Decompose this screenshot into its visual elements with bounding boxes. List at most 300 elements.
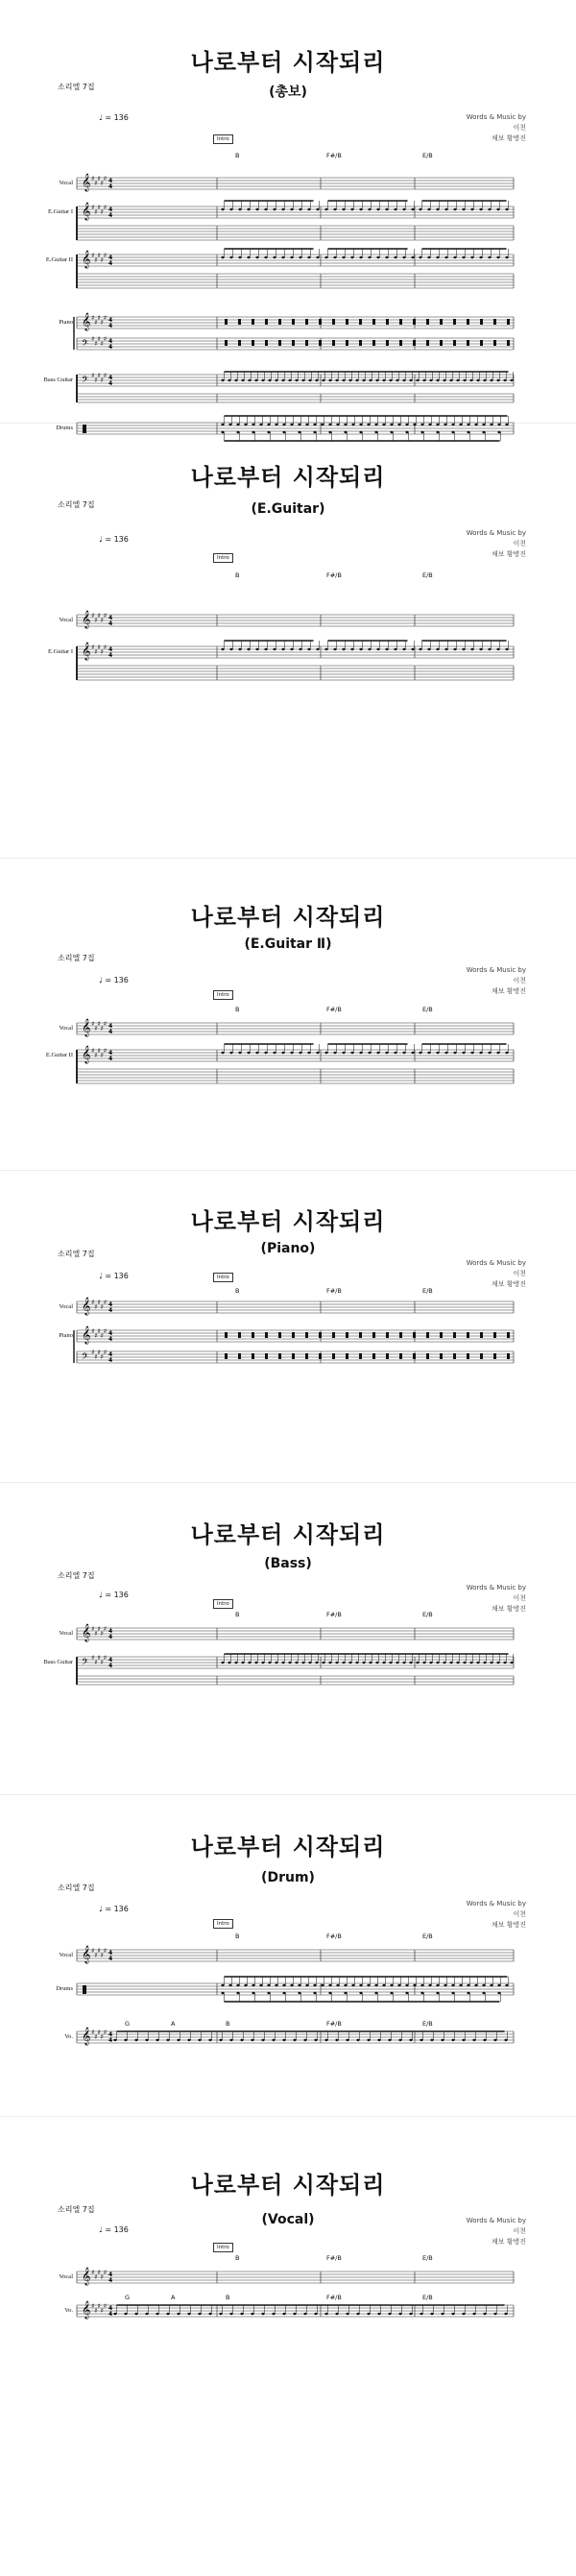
sharp-sign: ♯ [94, 1332, 98, 1340]
chord-notes [359, 340, 362, 346]
note-head [505, 1052, 508, 1054]
note-head [402, 1052, 405, 1054]
note-head [413, 1984, 416, 1986]
note-head [504, 2039, 507, 2041]
note-head [298, 1992, 300, 1994]
note-head [247, 208, 250, 210]
sharp-sign: ♯ [103, 314, 108, 322]
instrument-label: Vocal [59, 617, 73, 623]
sharp-sign: ♯ [100, 1025, 104, 1033]
note-head [264, 1052, 267, 1054]
note-head [503, 379, 506, 381]
note-head [469, 1662, 472, 1664]
note-head [496, 379, 499, 381]
note-head [342, 256, 345, 258]
sharp-sign: ♯ [97, 372, 101, 379]
part-subtitle: (Piano) [260, 1241, 316, 1256]
note-head [453, 208, 456, 210]
note-head [436, 424, 439, 425]
note-head [293, 2039, 296, 2041]
treble-clef: 𝄞 [82, 2300, 91, 2319]
note-head [427, 208, 430, 210]
note-head [467, 431, 469, 433]
note-head [376, 648, 379, 650]
instrument-label: Drums [56, 1985, 73, 1992]
note-head [369, 1662, 372, 1664]
staff-systems [0, 0, 576, 423]
credit-line2: 이천 [513, 540, 526, 547]
sharp-sign: ♯ [100, 1332, 104, 1340]
note-head [113, 2313, 116, 2315]
chord-notes [265, 319, 268, 325]
note-head [313, 1992, 316, 1994]
credit-line2: 이천 [513, 2227, 526, 2235]
chord-notes [265, 1332, 268, 1338]
sharp-sign: ♯ [97, 1020, 101, 1028]
note-head [359, 208, 362, 210]
instrument-label: E.Guitar II [45, 1052, 73, 1058]
chord-notes [346, 1332, 348, 1338]
time-signature: 4 [108, 1330, 113, 1337]
note-head [459, 1984, 462, 1986]
note-head [490, 379, 492, 381]
instrument-label: Piano [59, 319, 73, 326]
credit-line1: Words & Music by [466, 2217, 526, 2224]
treble-clef: 𝄞 [82, 1623, 91, 1641]
chord-symbol: F#/B [326, 1006, 342, 1013]
part-subtitle: (Bass) [264, 1556, 312, 1571]
note-head [462, 256, 465, 258]
time-signature: 4 [108, 1307, 113, 1314]
note-head [462, 2313, 465, 2315]
note-head [385, 1052, 388, 1054]
note-head [390, 1992, 393, 1994]
sharp-sign: ♯ [100, 340, 104, 348]
note-head [254, 379, 257, 381]
note-head [444, 208, 447, 210]
note-head [228, 379, 230, 381]
note-head [376, 208, 379, 210]
note-head [314, 2039, 317, 2041]
chord-symbol: F#/B [326, 1287, 342, 1295]
note-head [301, 1662, 304, 1664]
note-head [316, 208, 319, 210]
note-head [430, 2039, 433, 2041]
chord-symbol: B [235, 1006, 240, 1013]
note-head [238, 1052, 241, 1054]
note-head [282, 431, 285, 433]
bass-clef: 𝄢 [82, 375, 89, 387]
chord-symbol: E/B [422, 1932, 433, 1940]
note-head [113, 2039, 116, 2041]
note-head [316, 256, 319, 258]
rehearsal-mark: Intro [213, 990, 233, 1000]
note-head [298, 1984, 300, 1986]
time-signature: 4 [108, 646, 113, 653]
sharp-sign: ♯ [91, 175, 95, 182]
time-signature: 4 [108, 1950, 113, 1956]
note-head [388, 2313, 391, 2315]
note-head [376, 256, 379, 258]
note-head [488, 208, 491, 210]
note-head [505, 208, 508, 210]
note-head [305, 1984, 308, 1986]
sharp-sign: ♯ [91, 2302, 95, 2310]
credit-line1: Words & Music by [466, 966, 526, 974]
chord-notes [319, 319, 322, 325]
note-head [273, 208, 276, 210]
note-head [470, 648, 473, 650]
note-head [281, 1662, 284, 1664]
note-head [324, 648, 327, 650]
note-head [367, 2039, 370, 2041]
note-head [236, 431, 239, 433]
note-head [405, 1984, 408, 1986]
credit-line2: 이천 [513, 1594, 526, 1602]
note-head [324, 2039, 327, 2041]
chord-notes [278, 340, 281, 346]
note-head [344, 1992, 347, 1994]
note-head [281, 1052, 284, 1054]
song-title: 나로부터 시작되리 [190, 1208, 386, 1235]
tempo-value: = 136 [105, 976, 129, 984]
note-head [219, 2039, 222, 2041]
note-head [255, 1052, 258, 1054]
chord-notes [305, 1332, 308, 1338]
sharp-sign: ♯ [94, 2273, 98, 2281]
note-head [187, 2313, 190, 2315]
chord-notes [493, 1353, 496, 1359]
note-head [416, 1662, 419, 1664]
sharp-sign: ♯ [91, 314, 95, 322]
sharp-sign: ♯ [94, 340, 98, 348]
treble-clef: 𝄞 [82, 610, 91, 628]
sharp-sign: ♯ [91, 1654, 95, 1662]
note-head [479, 1052, 482, 1054]
note-head [389, 379, 392, 381]
sharp-sign: ♯ [94, 617, 98, 624]
note-head [282, 424, 285, 425]
chord-notes [252, 319, 254, 325]
note-head [221, 424, 224, 425]
time-signature: 4 [108, 620, 113, 627]
note-head [493, 2313, 496, 2315]
note-head [382, 1984, 385, 1986]
note-head [451, 2039, 454, 2041]
chord-notes [319, 1332, 322, 1338]
chord-notes [238, 340, 241, 346]
note-head [356, 2039, 359, 2041]
chord-notes [453, 1332, 456, 1338]
note-head [346, 2039, 348, 2041]
time-signature: 4 [108, 1336, 113, 1343]
chord-notes [413, 319, 416, 325]
note-head [496, 208, 499, 210]
chord-symbol: E/B [422, 2020, 433, 2028]
chord-notes [346, 340, 348, 346]
sharp-sign: ♯ [97, 2269, 101, 2276]
note-head [359, 1052, 362, 1054]
chord-notes [225, 1332, 228, 1338]
note-head [299, 208, 301, 210]
note-head [124, 2313, 127, 2315]
chord-notes [225, 319, 228, 325]
note-head [234, 379, 237, 381]
credit-line3: 채보 황병진 [491, 987, 526, 995]
sharp-sign: ♯ [91, 1625, 95, 1633]
note-head [324, 1052, 327, 1054]
chord-notes [480, 1332, 483, 1338]
chord-notes [440, 319, 443, 325]
time-signature: 4 [108, 1351, 113, 1358]
chord-notes [305, 340, 308, 346]
note-head [350, 208, 353, 210]
chord-notes [346, 1353, 348, 1359]
time-signature: 4 [108, 2305, 113, 2312]
sharp-sign: ♯ [97, 1299, 101, 1306]
note-head [419, 1052, 421, 1054]
note-head [275, 379, 277, 381]
score-page [0, 0, 576, 431]
note-head [355, 1662, 358, 1664]
sharp-sign: ♯ [100, 1303, 104, 1311]
chord-notes [507, 319, 510, 325]
chord-notes [278, 1353, 281, 1359]
chord-notes [467, 1332, 469, 1338]
sharp-sign: ♯ [97, 644, 101, 651]
bass-clef: 𝄢 [82, 1351, 89, 1364]
note-head [436, 1662, 439, 1664]
note-head [505, 256, 508, 258]
note-head [290, 1052, 293, 1054]
note-head [348, 379, 351, 381]
album-label: 소리엘 7집 [58, 1571, 95, 1580]
chord-notes [319, 1353, 322, 1359]
treble-clef: 𝄞 [82, 250, 91, 268]
note-head [134, 2039, 137, 2041]
score-page [0, 2127, 576, 2550]
note-head [396, 1662, 398, 1664]
note-head [402, 648, 405, 650]
note-head [444, 256, 447, 258]
note-head [420, 2039, 422, 2041]
note-head [324, 208, 327, 210]
sharp-sign: ♯ [94, 1630, 98, 1638]
note-head [221, 1052, 224, 1054]
chord-symbol: E/B [422, 1287, 433, 1295]
instrument-label: Vocal [59, 180, 73, 186]
chord-symbol: F#/B [326, 1611, 342, 1618]
note-head [497, 424, 500, 425]
note-head [166, 2313, 169, 2315]
credit-line3: 채보 황병진 [491, 1921, 526, 1929]
sharp-sign: ♯ [103, 2269, 108, 2276]
note-head [449, 379, 452, 381]
chord-notes [332, 1353, 335, 1359]
note-head [241, 379, 244, 381]
note-head [282, 1984, 285, 1986]
chord-symbol: B [235, 1287, 240, 1295]
quarter-note-icon: ♩ [99, 1905, 103, 1913]
note-head [367, 424, 370, 425]
sharp-sign: ♯ [100, 1630, 104, 1638]
percussion-clef [83, 1985, 86, 1994]
note-head [307, 648, 310, 650]
treble-clef: 𝄞 [82, 202, 91, 220]
chord-notes [359, 1353, 362, 1359]
note-head [348, 1662, 351, 1664]
note-head [267, 1992, 270, 1994]
rehearsal-mark: Intro [213, 134, 233, 144]
note-head [299, 1052, 301, 1054]
note-head [244, 424, 247, 425]
note-head [420, 2313, 422, 2315]
note-head [261, 2039, 264, 2041]
note-head [295, 379, 298, 381]
note-head [382, 1662, 385, 1664]
instrument-label: Bass Guitar [43, 377, 73, 383]
note-head [350, 1052, 353, 1054]
note-head [493, 2039, 496, 2041]
note-head [430, 2313, 433, 2315]
note-head [463, 379, 466, 381]
chord-notes [305, 1353, 308, 1359]
sharp-sign: ♯ [97, 335, 101, 343]
instrument-label: E.Guitar I [48, 648, 73, 655]
sharp-sign: ♯ [94, 2033, 98, 2041]
time-signature: 4 [108, 255, 113, 261]
chord-symbol: E/B [422, 2254, 433, 2262]
sharp-sign: ♯ [91, 2029, 95, 2036]
note-head [342, 1662, 345, 1664]
note-head [324, 256, 327, 258]
note-head [470, 1052, 473, 1054]
note-head [324, 2313, 327, 2315]
sharp-sign: ♯ [103, 1327, 108, 1335]
sharp-sign: ♯ [97, 1047, 101, 1055]
note-head [496, 648, 499, 650]
note-head [479, 648, 482, 650]
note-head [316, 1052, 319, 1054]
part-subtitle: (E.Guitar) [251, 501, 325, 517]
sharp-sign: ♯ [100, 1952, 104, 1959]
credit-line2: 이천 [513, 1270, 526, 1277]
note-head [453, 648, 456, 650]
time-signature: 4 [108, 1357, 113, 1364]
note-head [428, 1984, 431, 1986]
sharp-sign: ♯ [103, 335, 108, 343]
chord-notes [372, 1353, 375, 1359]
chord-notes [467, 1353, 469, 1359]
quarter-note-icon: ♩ [99, 535, 103, 544]
treble-clef: 𝄞 [82, 1045, 91, 1063]
note-head [497, 1984, 500, 1986]
note-head [335, 379, 338, 381]
chord-notes [225, 340, 228, 346]
sharp-sign: ♯ [97, 252, 101, 259]
note-head [333, 208, 336, 210]
rehearsal-mark: Intro [213, 1599, 233, 1609]
note-head [456, 379, 459, 381]
chord-notes [426, 319, 429, 325]
chord-notes [372, 319, 375, 325]
sharp-sign: ♯ [100, 377, 104, 384]
note-head [236, 424, 239, 425]
time-signature: 4 [108, 1628, 113, 1635]
note-head [229, 2039, 232, 2041]
note-head [483, 2313, 486, 2315]
note-head [427, 648, 430, 650]
sharp-sign: ♯ [94, 180, 98, 187]
chord-notes [507, 1353, 510, 1359]
note-head [496, 1662, 499, 1664]
note-head [333, 1052, 336, 1054]
note-head [441, 2313, 444, 2315]
note-head [259, 1984, 262, 1986]
note-head [221, 1992, 224, 1994]
note-head [396, 379, 398, 381]
note-head [333, 648, 336, 650]
sharp-sign: ♯ [91, 1299, 95, 1306]
sharp-sign: ♯ [100, 208, 104, 216]
chord-notes [372, 340, 375, 346]
note-head [281, 256, 284, 258]
note-head [134, 2313, 137, 2315]
note-head [221, 379, 224, 381]
note-head [264, 648, 267, 650]
chord-notes [386, 1332, 389, 1338]
sharp-sign: ♯ [100, 2273, 104, 2281]
note-head [463, 1662, 466, 1664]
chord-notes [399, 340, 402, 346]
note-head [335, 2039, 338, 2041]
part-subtitle: (E.Guitar Ⅱ) [244, 936, 332, 952]
note-head [261, 2313, 264, 2315]
sharp-sign: ♯ [94, 377, 98, 384]
note-head [451, 1984, 454, 1986]
chord-notes [359, 1332, 362, 1338]
chord-symbol: B [226, 2294, 230, 2301]
note-head [308, 379, 311, 381]
bass-clef: 𝄢 [82, 338, 89, 351]
note-head [251, 2313, 253, 2315]
quarter-note-icon: ♩ [99, 1591, 103, 1599]
note-head [367, 2313, 370, 2315]
song-title: 나로부터 시작되리 [190, 904, 386, 931]
note-head [388, 2039, 391, 2041]
chord-symbol: E/B [422, 1611, 433, 1618]
chord-notes [440, 340, 443, 346]
credit-line1: Words & Music by [466, 113, 526, 121]
note-head [497, 431, 500, 433]
note-head [299, 648, 301, 650]
chord-notes [332, 319, 335, 325]
note-head [299, 256, 301, 258]
sharp-sign: ♯ [103, 612, 108, 620]
note-head [350, 648, 353, 650]
chord-notes [467, 340, 469, 346]
note-head [328, 424, 331, 425]
note-head [145, 2313, 148, 2315]
credit-line2: 이천 [513, 124, 526, 132]
note-head [322, 379, 324, 381]
note-head [409, 2313, 412, 2315]
treble-clef: 𝄞 [82, 1325, 91, 1344]
note-head [472, 2313, 475, 2315]
note-head [482, 431, 485, 433]
note-head [449, 1662, 452, 1664]
note-head [177, 2039, 180, 2041]
